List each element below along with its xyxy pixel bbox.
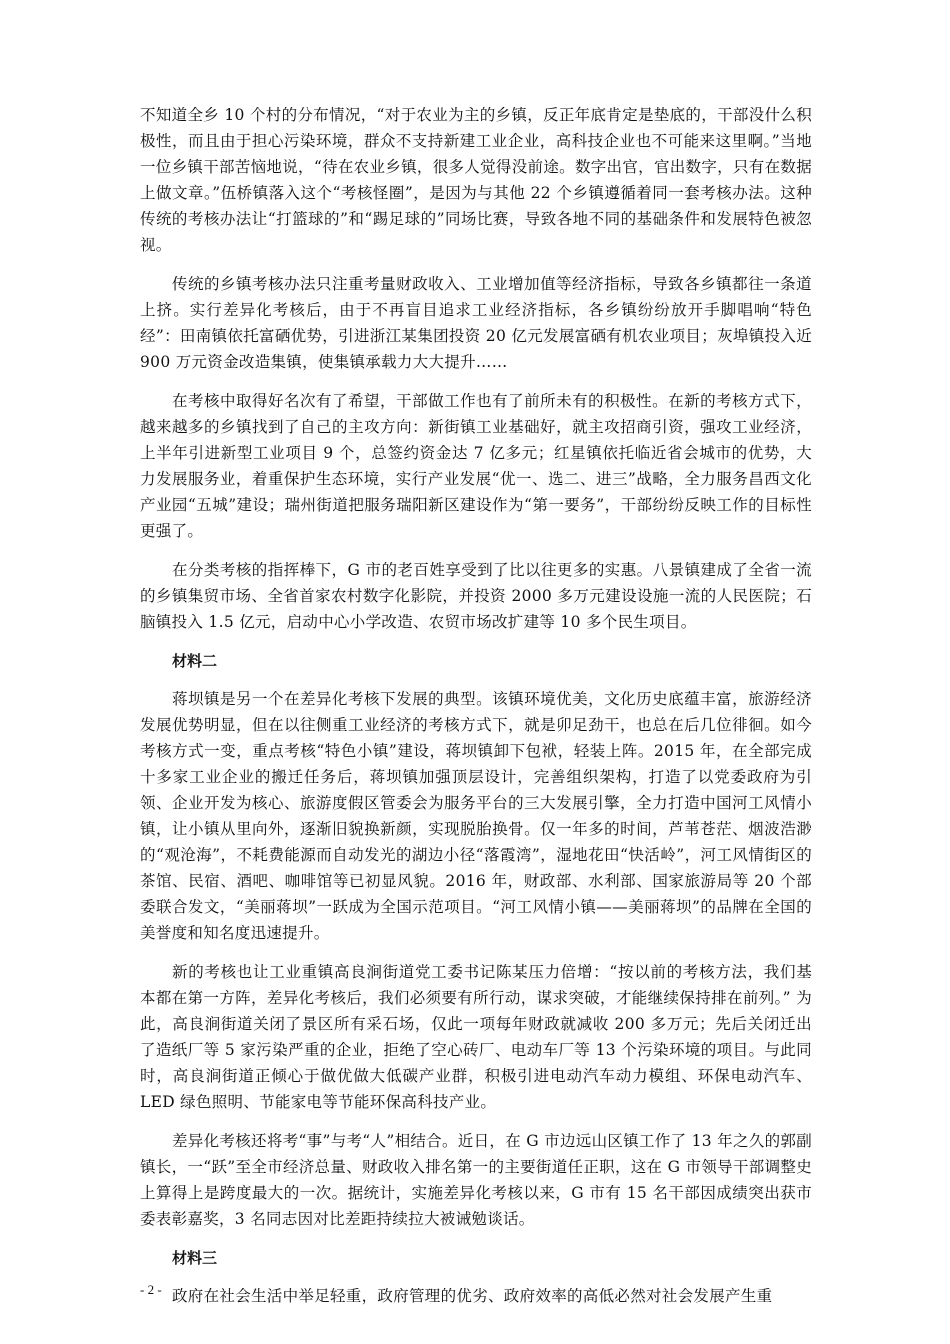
paragraph: 政府在社会生活中举足轻重，政府管理的优劣、政府效率的高低必然对社会发展产生重 [172, 1287, 773, 1305]
paragraph: 不知道全乡 10 个村的分布情况，“对于农业为主的乡镇，反正年底肯定是垫底的，干部没什么积极性，而且由于担心污染环境，群众不支持新建工业企业，高科技企业也不可能来这里啊。”当地一位乡镇干部苦恼地说，“待在农业乡镇，很多人觉得没前途。数字出官，官出数字，只有在数据上做文章。”伍桥镇落入这个“考核怪圈”，是因为与其他 22 个乡镇遵循着同一套考核办法。这种传统的考核办法让“打篮球的”和“踢足球的”同场比赛，导致各地不同的基础条件和发展特色被忽视。 [140, 106, 812, 254]
paragraph: 新的考核也让工业重镇高良涧街道党工委书记陈某压力倍增：“按以前的考核方法，我们基本都在第一方阵，差异化考核后，我们必须要有所行动，谋求突破，才能继续保持排在前列。” 为此，高良涧街道关闭了景区所有采石场，仅此一项每年财政就减收 200 多万元；先后关闭迁出了造纸厂等 5 家污染严重的企业，拒绝了空心砖厂、电动车厂等 13 个污染环境的项目。与此同时，高良涧街道正倾心于做优做大低碳产业群，积极引进电动汽车动力模组、环保电动汽车、LED 绿色照明、节能家电等节能环保高科技产业。 [140, 963, 812, 1111]
paragraph: 蒋坝镇是另一个在差异化考核下发展的典型。该镇环境优美，文化历史底蕴丰富，旅游经济发展优势明显，但在以往侧重工业经济的考核方式下，就是卯足劲干，也总在后几位徘徊。如今考核方式一变，重点考核“特色小镇”建设，蒋坝镇卸下包袱，轻装上阵。2015 年，在全部完成十多家工业企业的搬迁任务后，蒋坝镇加强顶层设计，完善组织架构，打造了以党委政府为引领、企业开发为核心、旅游度假区管委会为服务平台的三大发展引擎，全力打造中国河工风情小镇，让小镇从里向外，逐渐旧貌换新颜，实现脱胎换骨。仅一年多的时间，芦苇苍茫、烟波浩渺的“观沧海”，不耗费能源而自动发光的湖边小径“落霞湾”，湿地花田“快活岭”，河工风情街区的茶馆、民宿、酒吧、咖啡馆等已初显风貌。2016 年，财政部、水利部、国家旅游局等 20 个部委联合发文，“美丽蒋坝”一跃成为全国示范项目。“河工风情小镇——美丽蒋坝”的品牌在全国的美誉度和知名度迅速提升。 [140, 690, 812, 942]
paragraph: 传统的乡镇考核办法只注重考量财政收入、工业增加值等经济指标，导致各乡镇都往一条道上挤。实行差异化考核后，由于不再盲目追求工业经济指标，各乡镇纷纷放开手脚唱响“特色经”：田南镇依托富硒优势，引进浙江某集团投资 20 亿元发展富硒有机农业项目；灰埠镇投入近 900 万元资金改造集镇，使集镇承载力大大提升…… [140, 275, 812, 371]
section-heading-material-3: 材料三 [172, 1249, 218, 1267]
paragraph: 在考核中取得好名次有了希望，干部做工作也有了前所未有的积极性。在新的考核方式下，越来越多的乡镇找到了自己的主攻方向：新街镇工业基础好，就主攻招商引资，强攻工业经济，上半年引进新型工业项目 9 个，总签约资金达 7 亿多元；红星镇依托临近省会城市的优势，大力发展服务业，着重保护生态环境，实行产业发展“优一、选二、进三”战略，全力服务昌西文化产业园“五城”建设；瑞州街道把服务瑞阳新区建设作为“第一要务”，干部纷纷反映工作的目标性更强了。 [140, 392, 812, 540]
document-body [140, 102, 812, 1322]
page-number: - 2 - [140, 1282, 162, 1297]
paragraph: 差异化考核还将考“事”与考“人”相结合。近日，在 G 市边远山区镇工作了 13 年之久的郭副镇长，一“跃”至全市经济总量、财政收入排名第一的主要街道任正职，这在 G 市领导干部调整史上算得上是跨度最大的一次。据统计，实施差异化考核以来，G 市有 15 名干部因成绩突出获市委表彰嘉奖，3 名同志因对比差距持续拉大被诫勉谈话。 [140, 1132, 812, 1228]
paragraph: 在分类考核的指挥棒下，G 市的老百姓享受到了比以往更多的实惠。八景镇建成了全省一流的乡镇集贸市场、全省首家农村数字化影院，并投资 2000 多万元建设设施一流的人民医院；石脑镇投入 1.5 亿元，启动中心小学改造、农贸市场改扩建等 10 多个民生项目。 [140, 561, 812, 631]
section-heading-material-2: 材料二 [172, 652, 218, 670]
